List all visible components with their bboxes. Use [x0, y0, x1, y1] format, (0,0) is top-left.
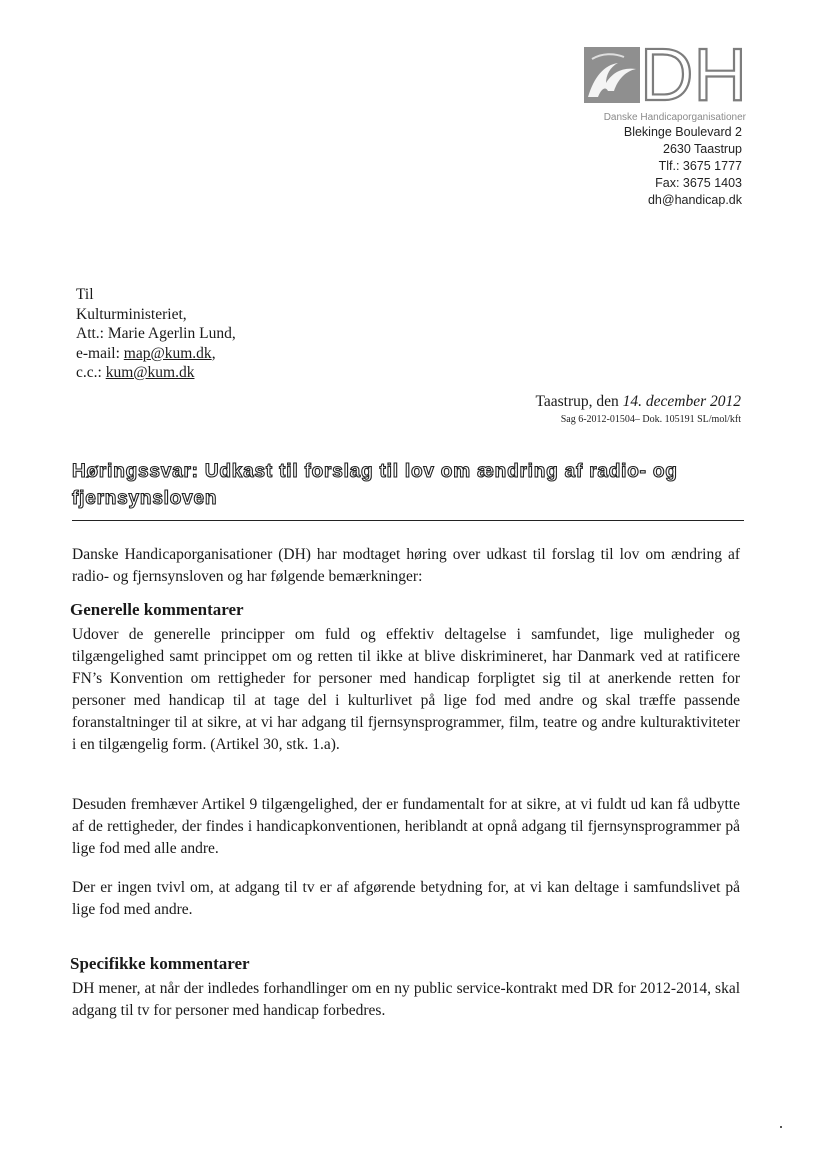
sender-phone: Tlf.: 3675 1777 [658, 159, 742, 173]
dateline [535, 392, 741, 412]
specific-comments-heading: Specifikke kommentarer [70, 954, 250, 973]
case-reference: Sag 6-2012-01504– Dok. 105191 SL/mol/kft [560, 414, 741, 425]
letter-headline: Høringssvar: Udkast til forslag til lov om ændring af radio- og fjernsynsloven [72, 461, 678, 509]
headline-divider [72, 520, 744, 521]
recipient-email-label: e-mail: [76, 344, 124, 362]
dh-logo-organisation-name: Danske Handicaporganisationer [603, 112, 746, 123]
sender-city: 2630 Taastrup [663, 142, 742, 156]
sender-street: Blekinge Boulevard 2 [623, 125, 742, 139]
recipient-attention: Att.: Marie Agerlin Lund, [76, 325, 236, 342]
dh-logo-letters: DH [640, 33, 747, 116]
recipient-email-suffix: , [211, 344, 216, 362]
recipient-cc-link[interactable]: kum@kum.dk [105, 364, 195, 381]
specific-paragraph-1: DH mener, at når der indledes forhandlinger om en ny public service-kontrakt med DR for 2012-2014, skal adgang til tv for personer med handicap forbedres. [72, 980, 740, 1019]
recipient-address [76, 285, 236, 383]
recipient-email-link[interactable]: map@kum.dk [123, 344, 212, 362]
general-comments-heading: Generelle kommentarer [70, 600, 244, 619]
dateline-date: 14. december 2012 [622, 393, 741, 410]
sender-address [624, 124, 742, 209]
recipient-cc-label: c.c.: [76, 364, 106, 381]
general-paragraph-1: Udover de generelle principper om fuld og effektiv deltagelse i samfundet, lige muligheder og tilgængelighed samt princippet om og retten til ikke at blive diskrimineret, har Danmark ved at ratificere FN’s Konvention om rettigheder for personer med handicap forpligtet sig til at anerkende retten for personer med handicap til at tage del i kulturlivet på lige fod med andre og skal træffe passende foranstaltninger til at sikre, at vi har adgang til fjernsynsprogrammer, film, teatre og andre kulturaktiviteter i en tilgængelig form. (Artikel 30, stk. 1.a). [72, 626, 740, 753]
dh-logo [584, 33, 748, 124]
recipient-to: Til [76, 286, 94, 303]
dateline-place: Taastrup, den [535, 393, 623, 410]
recipient-ministry: Kulturministeriet, [76, 305, 187, 323]
dh-logo-mark-icon [584, 47, 640, 103]
general-paragraph-3: Der er ingen tvivl om, at adgang til tv er af afgørende betydning for, at vi kan deltage i samfundslivet på lige fod med andre. [72, 879, 740, 918]
sender-fax: Fax: 3675 1403 [655, 176, 742, 190]
general-paragraph-2: Desuden fremhæver Artikel 9 tilgængelighed, der er fundamentalt for at sikre, at vi fuldt ud kan få udbytte af de rettigheder, der findes i handicapkonventionen, heriblandt at opnå adgang til fjernsynsprogrammer på lige fod med alle andre. [72, 796, 740, 857]
intro-paragraph: Danske Handicaporganisationer (DH) har modtaget høring over udkast til forslag til lov om ændring af radio- og fjernsynsloven og har følgende bemærkninger: [72, 546, 740, 585]
recipient-cc-line [76, 363, 236, 383]
recipient-email-line [76, 344, 236, 364]
scan-speck [780, 1126, 782, 1128]
sender-email-link[interactable]: dh@handicap.dk [647, 193, 742, 207]
